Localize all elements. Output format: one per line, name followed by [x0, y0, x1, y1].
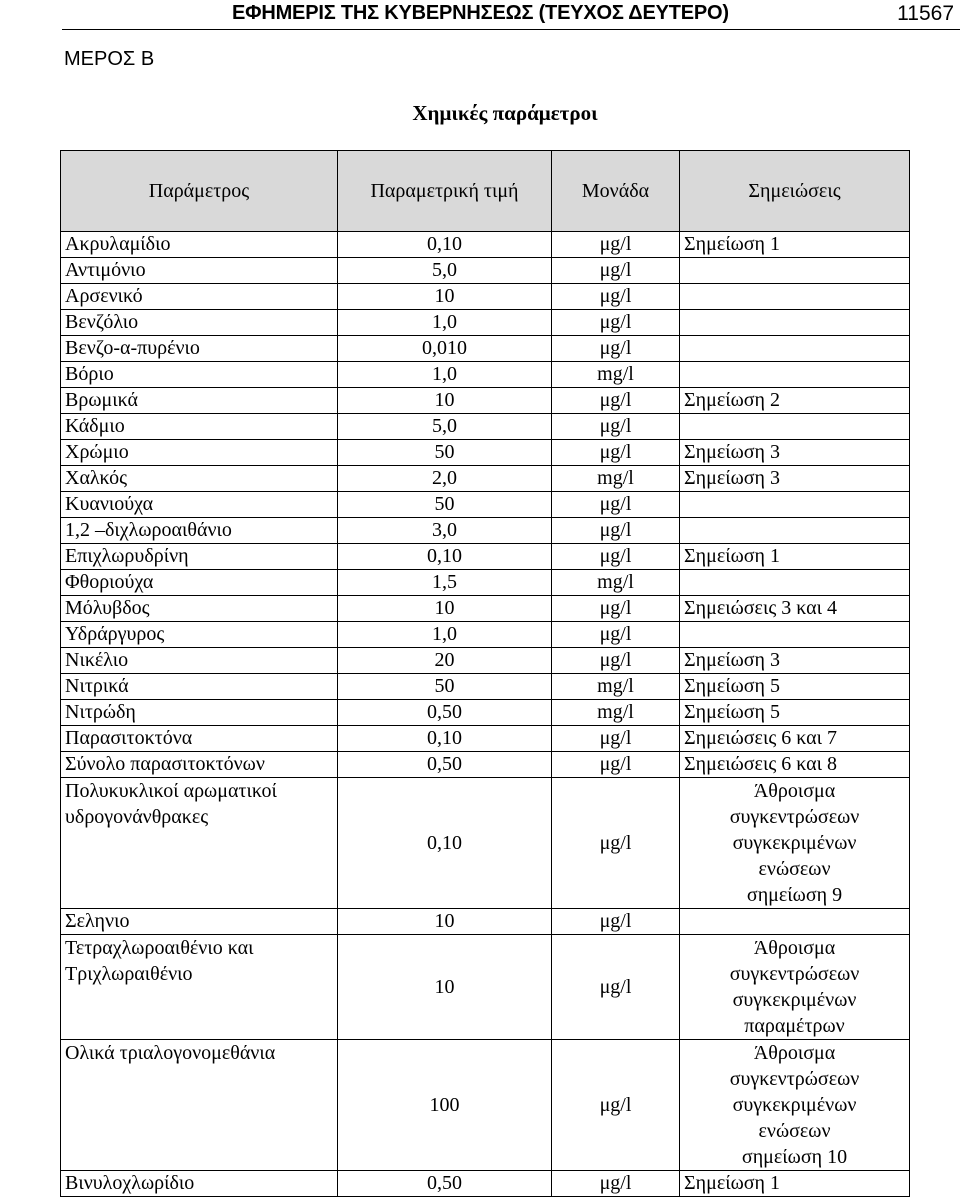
- cell-value: 0,50: [338, 700, 552, 726]
- cell-unit: μg/l: [552, 492, 680, 518]
- cell-line: συγκεκριμένων: [732, 989, 857, 1011]
- cell-unit: μg/l: [552, 596, 680, 622]
- column-header-parameter: Παράμετρος: [61, 151, 338, 232]
- cell-unit: μg/l: [552, 935, 680, 1040]
- table-header-row: [61, 151, 910, 232]
- cell-note: [680, 778, 910, 909]
- cell-unit: μg/l: [552, 310, 680, 336]
- cell-unit: μg/l: [552, 284, 680, 310]
- cell-parameter: Βρωμικά: [61, 388, 338, 414]
- cell-unit: μg/l: [552, 1171, 680, 1197]
- cell-unit: μg/l: [552, 388, 680, 414]
- cell-value: 0,50: [338, 1171, 552, 1197]
- cell-unit: μg/l: [552, 726, 680, 752]
- cell-value: 0,10: [338, 232, 552, 258]
- cell-line: Άθροισμα: [753, 780, 836, 802]
- cell-parameter: Χαλκός: [61, 466, 338, 492]
- cell-note: Σημείωση 5: [680, 700, 910, 726]
- cell-parameter: Κυανιούχα: [61, 492, 338, 518]
- cell-parameter: Ακρυλαμίδιο: [61, 232, 338, 258]
- cell-note: [680, 909, 910, 935]
- cell-parameter: Βόριο: [61, 362, 338, 388]
- cell-unit: mg/l: [552, 570, 680, 596]
- cell-value: 2,0: [338, 466, 552, 492]
- table-row: [61, 726, 910, 752]
- cell-note: Σημείωση 5: [680, 674, 910, 700]
- cell-unit: mg/l: [552, 362, 680, 388]
- cell-note: [680, 258, 910, 284]
- cell-unit: μg/l: [552, 622, 680, 648]
- cell-value: 3,0: [338, 518, 552, 544]
- cell-parameter: Βινυλοχλωρίδιο: [61, 1171, 338, 1197]
- cell-line: συγκεκριμένων: [732, 832, 857, 854]
- cell-parameter: Μόλυβδος: [61, 596, 338, 622]
- cell-value: 1,5: [338, 570, 552, 596]
- cell-parameter: Αντιμόνιο: [61, 258, 338, 284]
- cell-parameter: Σεληνιο: [61, 909, 338, 935]
- cell-line: σημείωση 9: [746, 884, 843, 906]
- cell-parameter: Παρασιτοκτόνα: [61, 726, 338, 752]
- cell-parameter: [61, 778, 338, 909]
- cell-value: 0,10: [338, 778, 552, 909]
- cell-note: Σημείωση 1: [680, 1171, 910, 1197]
- cell-note: Σημείωση 1: [680, 544, 910, 570]
- cell-note: [680, 336, 910, 362]
- cell-value: 50: [338, 674, 552, 700]
- table-row: [61, 492, 910, 518]
- table-row: [61, 362, 910, 388]
- cell-value: 1,0: [338, 310, 552, 336]
- cell-note: [680, 310, 910, 336]
- table-row: [61, 648, 910, 674]
- column-header-unit: Μονάδα: [552, 151, 680, 232]
- cell-value: 5,0: [338, 414, 552, 440]
- part-label: ΜΕΡΟΣ Β: [64, 48, 155, 70]
- cell-parameter: Βενζο-α-πυρένιο: [61, 336, 338, 362]
- cell-line: σημείωση 10: [741, 1146, 848, 1168]
- page-number: 11567: [897, 2, 954, 25]
- cell-parameter: Νιτρώδη: [61, 700, 338, 726]
- cell-note: Σημείωση 3: [680, 648, 910, 674]
- table-row: [61, 310, 910, 336]
- cell-line: ενώσεων: [758, 858, 831, 880]
- cell-note: [680, 518, 910, 544]
- cell-parameter: Αρσενικό: [61, 284, 338, 310]
- cell-note: Σημειώσεις 3 και 4: [680, 596, 910, 622]
- cell-line: συγκεντρώσεων: [729, 1068, 860, 1090]
- cell-parameter: [61, 935, 338, 1040]
- cell-parameter: Χρώμιο: [61, 440, 338, 466]
- cell-line: συγκεντρώσεων: [729, 963, 860, 985]
- cell-value: 10: [338, 388, 552, 414]
- column-header-parametric-value: Παραμετρική τιμή: [338, 151, 552, 232]
- cell-unit: mg/l: [552, 700, 680, 726]
- cell-unit: μg/l: [552, 258, 680, 284]
- cell-note: Σημειώσεις 6 και 7: [680, 726, 910, 752]
- cell-note: [680, 414, 910, 440]
- cell-unit: μg/l: [552, 518, 680, 544]
- cell-parameter: Ολικά τριαλογονομεθάνια: [61, 1040, 338, 1171]
- table-row: [61, 440, 910, 466]
- cell-value: 50: [338, 492, 552, 518]
- cell-note: Σημείωση 3: [680, 466, 910, 492]
- cell-value: 0,10: [338, 726, 552, 752]
- section-title: Χημικές παράμετροι: [412, 101, 598, 125]
- table-row-trihalomethanes: [61, 1040, 910, 1171]
- table-row: [61, 414, 910, 440]
- cell-note: [680, 492, 910, 518]
- cell-value: 100: [338, 1040, 552, 1171]
- cell-line: υδρογονάνθρακες: [65, 806, 209, 828]
- table-row: [61, 674, 910, 700]
- cell-note: Σημείωση 2: [680, 388, 910, 414]
- table-row: [61, 570, 910, 596]
- table-row-tetrachloroethene: [61, 935, 910, 1040]
- table-row: [61, 258, 910, 284]
- cell-value: 10: [338, 284, 552, 310]
- header-divider: [62, 29, 960, 30]
- table-row-vinyl-chloride: [61, 1171, 910, 1197]
- cell-note: [680, 362, 910, 388]
- cell-line: Άθροισμα: [753, 937, 836, 959]
- cell-parameter: Νικέλιο: [61, 648, 338, 674]
- table-row: [61, 466, 910, 492]
- gazette-title: ΕΦΗΜΕΡΙΣ ΤΗΣ ΚΥΒΕΡΝΗΣΕΩΣ (ΤΕΥΧΟΣ ΔΕΥΤΕΡΟ): [232, 2, 729, 24]
- cell-value: 0,50: [338, 752, 552, 778]
- cell-line: παραμέτρων: [744, 1015, 845, 1037]
- cell-parameter: Υδράργυρος: [61, 622, 338, 648]
- cell-value: 10: [338, 909, 552, 935]
- cell-line: Πολυκυκλικοί αρωματικοί: [65, 780, 277, 802]
- cell-line: συγκεκριμένων: [732, 1094, 857, 1116]
- cell-unit: μg/l: [552, 336, 680, 362]
- cell-unit: μg/l: [552, 648, 680, 674]
- cell-note: Σημείωση 3: [680, 440, 910, 466]
- cell-unit: mg/l: [552, 466, 680, 492]
- cell-unit: μg/l: [552, 1040, 680, 1171]
- cell-note: [680, 284, 910, 310]
- cell-note: [680, 1040, 910, 1171]
- chemical-parameters-table: [60, 150, 910, 1197]
- cell-unit: μg/l: [552, 440, 680, 466]
- cell-line: συγκεντρώσεων: [729, 806, 860, 828]
- cell-unit: mg/l: [552, 674, 680, 700]
- table-row: [61, 388, 910, 414]
- cell-note: [680, 622, 910, 648]
- cell-parameter: Βενζόλιο: [61, 310, 338, 336]
- table-row-selenium: [61, 909, 910, 935]
- cell-note: [680, 570, 910, 596]
- cell-line: Τριχλωραιθένιο: [65, 963, 193, 985]
- cell-value: 20: [338, 648, 552, 674]
- cell-line: ενώσεων: [758, 1120, 831, 1142]
- cell-parameter: Επιχλωρυδρίνη: [61, 544, 338, 570]
- table-row: [61, 622, 910, 648]
- cell-note: Σημειώσεις 6 και 8: [680, 752, 910, 778]
- table-row: [61, 596, 910, 622]
- cell-note: Σημείωση 1: [680, 232, 910, 258]
- table-row-pah: [61, 778, 910, 909]
- table-row: [61, 700, 910, 726]
- cell-unit: μg/l: [552, 778, 680, 909]
- table-row: [61, 232, 910, 258]
- cell-parameter: Σύνολο παρασιτοκτόνων: [61, 752, 338, 778]
- cell-unit: μg/l: [552, 752, 680, 778]
- cell-value: 1,0: [338, 362, 552, 388]
- table-row: [61, 518, 910, 544]
- column-header-notes: Σημειώσεις: [680, 151, 910, 232]
- cell-unit: μg/l: [552, 414, 680, 440]
- cell-value: 5,0: [338, 258, 552, 284]
- cell-parameter: Κάδμιο: [61, 414, 338, 440]
- cell-unit: μg/l: [552, 544, 680, 570]
- table-row: [61, 752, 910, 778]
- cell-value: 0,10: [338, 544, 552, 570]
- cell-unit: μg/l: [552, 232, 680, 258]
- cell-unit: μg/l: [552, 909, 680, 935]
- cell-value: 50: [338, 440, 552, 466]
- cell-parameter: 1,2 –διχλωροαιθάνιο: [61, 518, 338, 544]
- cell-note: [680, 935, 910, 1040]
- table-row: [61, 336, 910, 362]
- table-row: [61, 544, 910, 570]
- cell-line: Τετραχλωροαιθένιο και: [65, 937, 254, 959]
- cell-parameter: Νιτρικά: [61, 674, 338, 700]
- cell-line: Άθροισμα: [753, 1042, 836, 1064]
- cell-parameter: Φθοριούχα: [61, 570, 338, 596]
- cell-value: 0,010: [338, 336, 552, 362]
- cell-value: 10: [338, 935, 552, 1040]
- cell-value: 10: [338, 596, 552, 622]
- table-row: [61, 284, 910, 310]
- cell-value: 1,0: [338, 622, 552, 648]
